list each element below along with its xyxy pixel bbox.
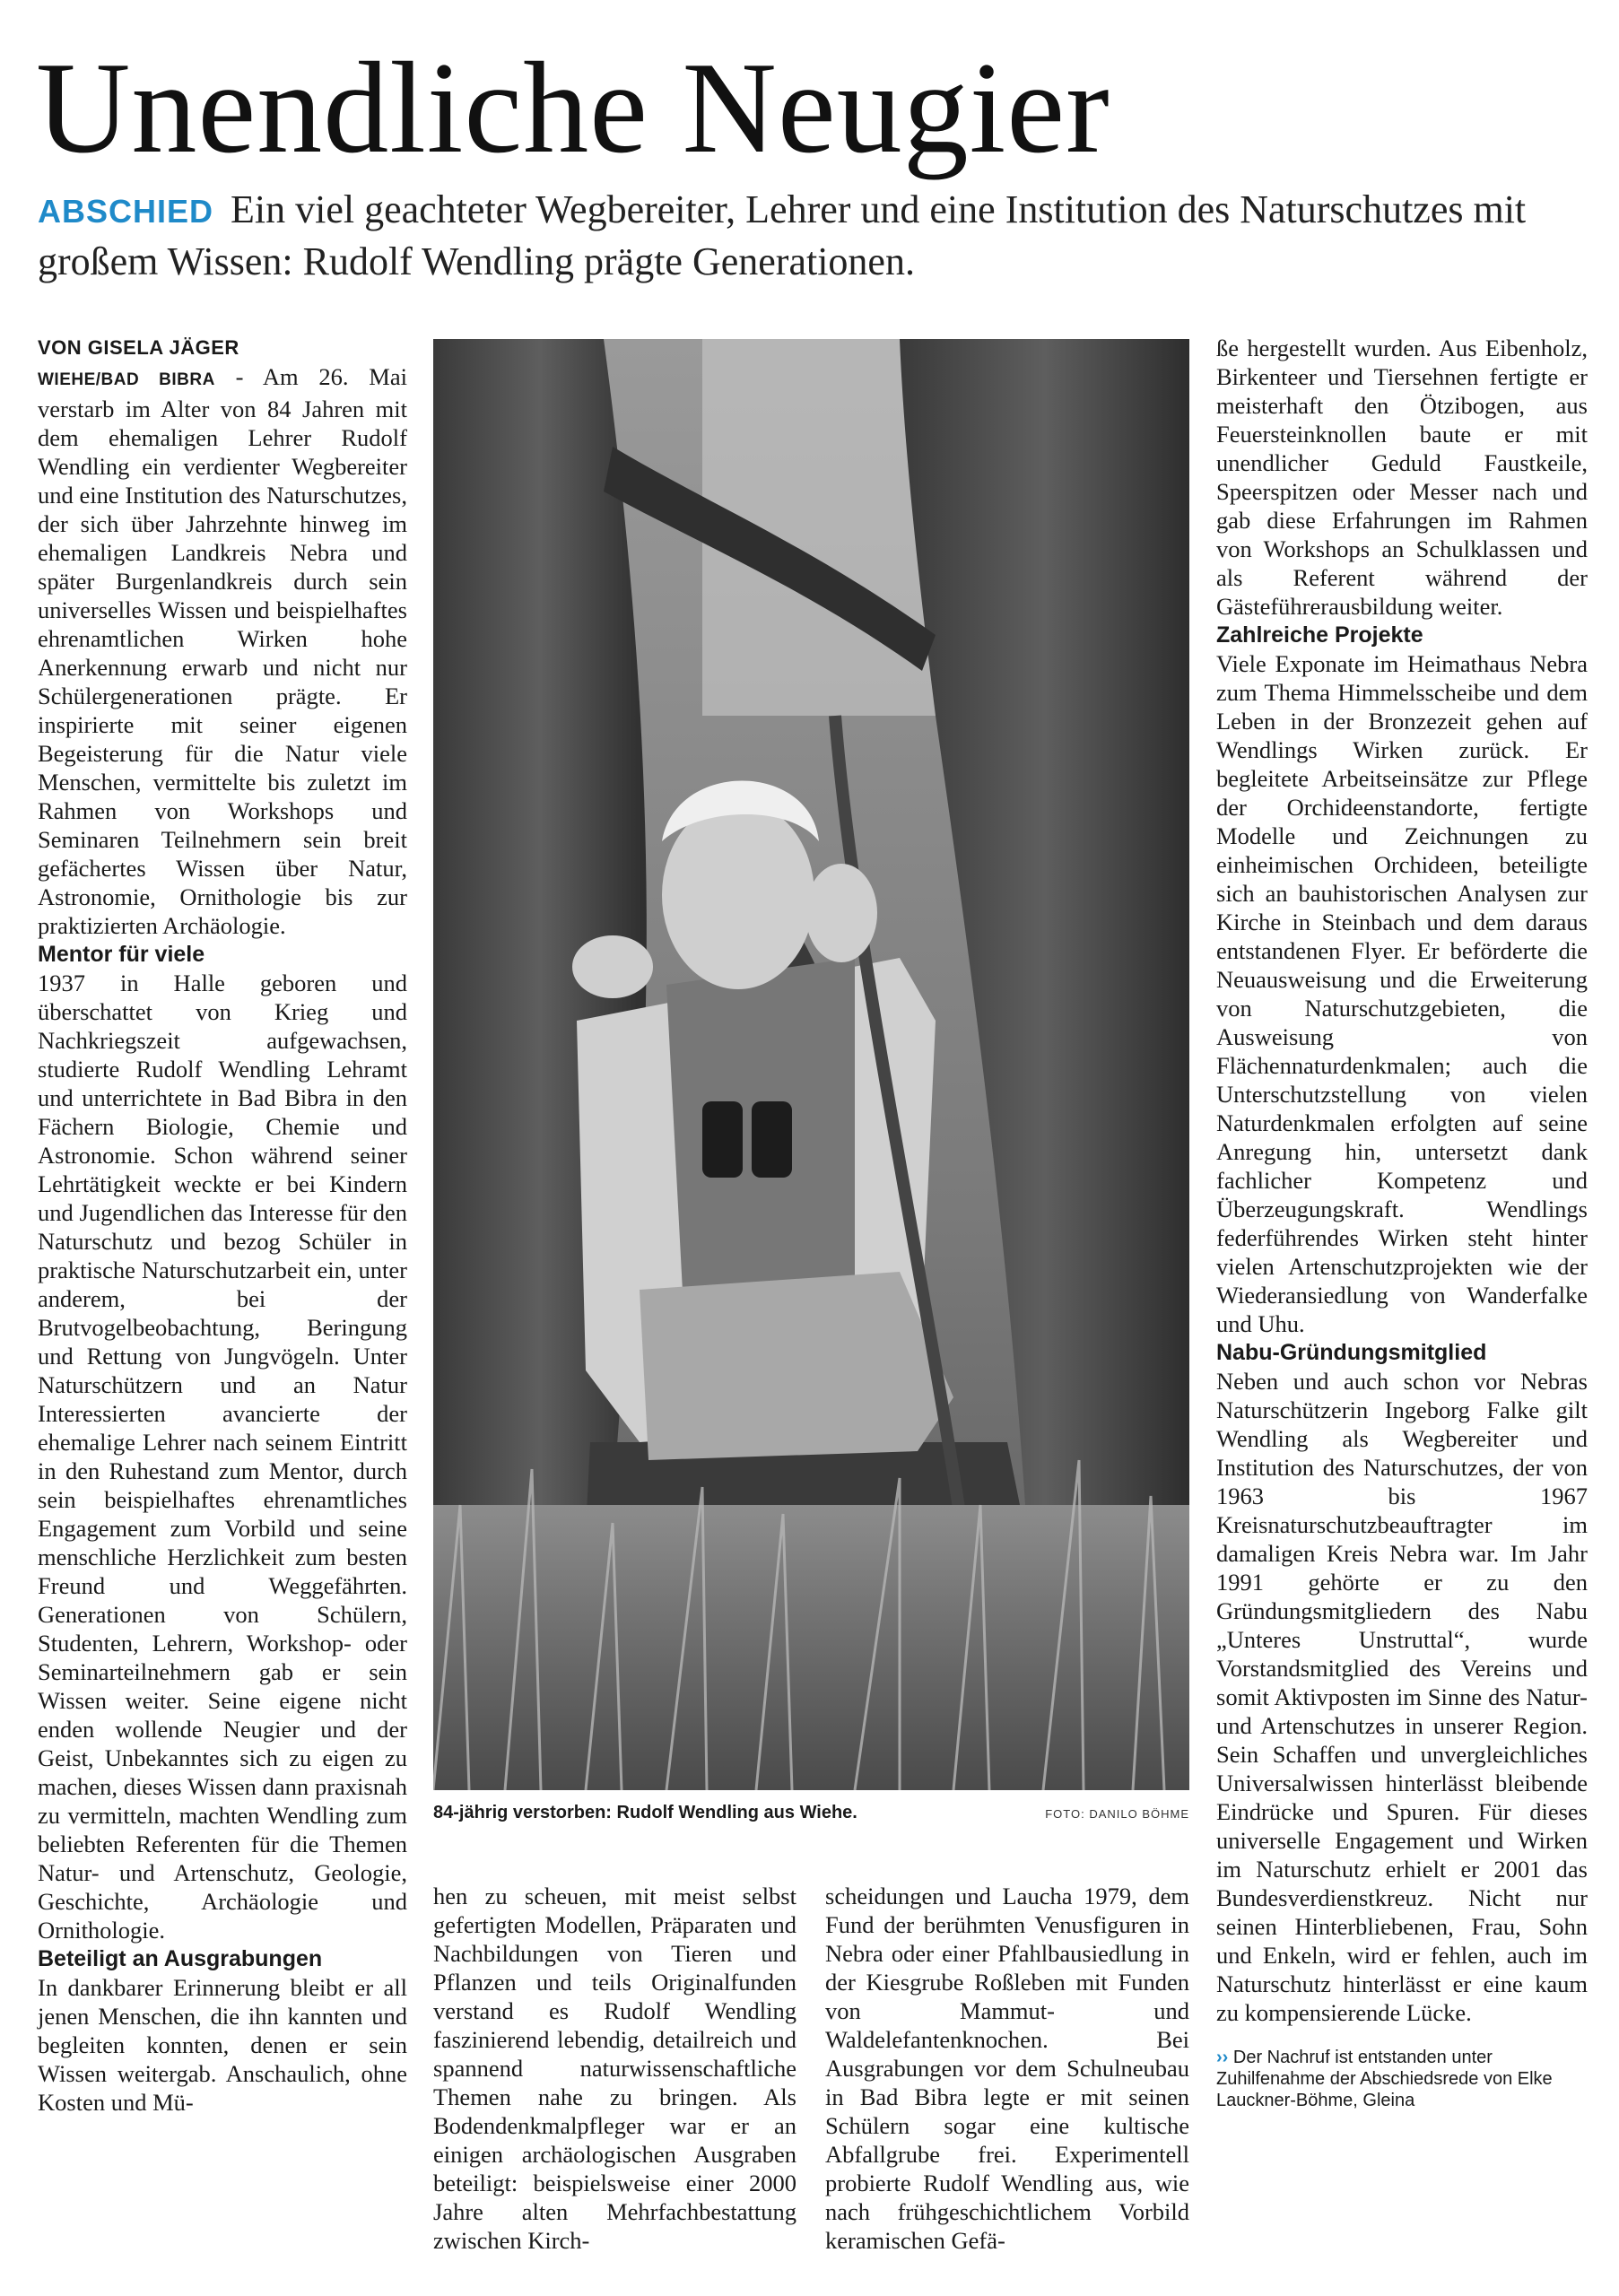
subheading-projekte: Zahlreiche Projekte [1216,622,1423,648]
subheading-nabu: Nabu-Gründungsmitglied [1216,1340,1487,1365]
photo-illustration [433,339,1189,1790]
paragraph-ausgrabungen: In dankbarer Erinnerung bleibt er all jenen Menschen, die ihn kannten und begleiten konnten, denen er sein Wissen weitergab. Anschaulich, ohne Kosten und Mü- [38,1974,407,2116]
article-column-1 [38,334,407,2117]
photo-credit: FOTO: DANILO BÖHME [1045,1807,1189,1821]
dateline: WIEHE/BAD BIBRA [38,370,215,389]
kicker: ABSCHIED [38,193,214,230]
note-arrow-icon: ›› [1216,2048,1229,2067]
paragraph-mentor: 1937 in Halle geboren und überschattet von Krieg und Nachkriegszeit aufgewachsen, studierte Rudolf Wendling Lehramt und unterrichtete in Bad Bibra in den Fächern Biologie, Chemie und Astronomie. Schon während seiner Lehrtätigkeit weckte er bei Kindern und Jugendlichen das Interesse für den Naturschutz und bezog Schüler in praktische Naturschutzarbeit ein, unter anderem, bei der Brutvogelbeobachtung, Beringung und Rettung von Jungvögeln. Unter Naturschützern und an Natur Interessierten avancierte der ehemalige Lehrer nach seinem Eintritt in den Ruhestand zum Mentor, durch sein beispielhaftes ehrenamtliches Engagement zum Vorbild und seine menschliche Herzlichkeit zum besten Freund und Weggefährten. Generationen von Schülern, Studenten, Lehrern, Workshop- oder Seminarteilnehmern gab er sein Wissen weiter. Seine eigene nicht enden wollende Neugier und der Geist, Unbekanntes sich zu eigen zu machen, dieses Wissen dann praxisnah zu vermitteln, machten Wendling zum beliebten Referenten für die Themen Natur- und Artenschutz, Geologie, Geschichte, Archäologie und Ornithologie. [38,970,407,1944]
headline: Unendliche Neugier [36,35,1110,180]
paragraph-col2: hen zu scheuen, mit meist selbst gefertigten Modellen, Präparaten und Nachbildungen von Tieren und Pflanzen und teils Originalfunden verstand es Rudolf Wendling faszinierend lebendig, detailreich und spannend naturwissenschaftliche Themen nahe zu bringen. Als Bodendenkmalpfleger war er an einigen archäologischen Ausgraben beteiligt: beispielsweise einer 2000 Jahre alten Mehrfachbestattung zwischen Kirch- [433,1883,796,2254]
subheadline-block [38,185,1580,287]
article-column-4 [1216,334,1588,2111]
intro-text: - Am 26. Mai verstarb im Alter von 84 Jahren mit dem ehemaligen Lehrer Rudolf Wendling ein verdienter Wegbereiter und eine Institution des Naturschutzes, der sich über Jahrzehnte hinweg im ehemaligen Landkreis Nebra und später Burgenlandkreis durch sein universelles Wissen und beispielhaftes ehrenamtlichen Wirken hohe Anerkennung erwarb und nicht nur Schülergenerationen prägte. Er inspirierte mit seiner eigenen Begeisterung für die Natur viele Menschen, vermittelte bis zuletzt im Rahmen von Workshops und Seminaren Teilnehmern sein breit gefächertes Wissen über Natur, Astronomie, Ornithologie bis zur praktizierten Archäologie. [38,363,407,939]
photo-caption: 84-jährig verstorben: Rudolf Wendling aus Wiehe. [433,1803,857,1822]
paragraph-col4-opening: ße hergestellt wurden. Aus Eibenholz, Birkenteer und Tiersehnen fertigte er meisterhaft den Ötzibogen, aus Feuersteinknollen baute er mit unendlicher Geduld Faustkeile, Speerspitzen oder Messer nach und gab diese Erfahrungen im Rahmen von Workshops an Schulklassen und als Referent während der Gästeführerausbildung weiter. [1216,335,1588,620]
byline: VON GISELA JÄGER [38,336,239,359]
paragraph-col3: scheidungen und Laucha 1979, dem Fund der berühmten Venusfiguren in Nebra oder einer Pfahlbausiedlung in der Kiesgrube Roßleben mit Funden von Mammut- und Waldelefantenknochen. Bei Ausgrabungen vor dem Schulneubau in Bad Bibra legte er mit seinen Schülern sogar eine kultische Abfallgrube frei. Experimentell probierte Rudolf Wendling aus, wie nach frühgeschichtlichem Vorbild keramischen Gefä- [825,1883,1189,2254]
article-column-2 [433,1882,796,2255]
subheadline: Ein viel geachteter Wegbereiter, Lehrer und eine Institution des Naturschutzes mit großem Wissen: Rudolf Wendling prägte Generationen. [38,187,1527,283]
subheading-ausgrabungen: Beteiligt an Ausgrabungen [38,1946,323,1971]
article-column-3 [825,1882,1189,2255]
subheading-mentor: Mentor für viele [38,942,205,967]
photo-caption-block [433,1801,1189,1824]
intro-paragraph [38,362,407,940]
paragraph-projekte: Viele Exponate im Heimathaus Nebra zum Thema Himmelsscheibe und dem Leben in der Bronzezeit gehen auf Wendlings Wirken zurück. Er begleitete Arbeitseinsätze zur Pflege der Orchideenstandorte, fertigte Modelle und Zeichnungen zu einheimischen Orchideen, beteiligte sich an bauhistorischen Analysen zur Kirche in Steinbach und dem daraus entstandenen Flyer. Er beförderte die Neuausweisung und die Erweiterung von Naturschutzgebieten, die Ausweisung von Flächennaturdenkmalen; auch die Unterschutzstellung von vielen Naturdenkmalen erfolgten auf seine Anregung hin, untersetzt dank fachlicher Kompetenz und Überzeugungskraft. Wendlings federführendes Wirken steht hinter vielen Artenschutzprojekten wie der Wiederansiedlung von Wanderfalke und Uhu. [1216,650,1588,1337]
portrait-photo [433,339,1189,1790]
paragraph-nabu: Neben und auch schon vor Nebras Naturschützerin Ingeborg Falke gilt Wendling als Wegbereiter und Institution des Naturschutzes, der von 1963 bis 1967 Kreisnaturschutzbeauftragter im damaligen Kreis Nebra war. Im Jahr 1991 gehörte er zu den Gründungsmitgliedern des Nabu „Unteres Unstruttal“, wurde Vorstandsmitglied des Vereins und somit Aktivposten im Sinne des Natur- und Artenschutzes in unserer Region. Sein Schaffen und unvergleichliches Universalwissen hinterlässt bleibende Eindrücke und Spuren. Für dieses universelle Engagement und Wirken im Naturschutz erhielt er 2001 das Bundesverdienstkreuz. Nicht nur seinen Hinterbliebenen, Frau, Sohn und Enkeln, wird er fehlen, auch im Naturschutz hinterlässt er eine kaum zu kompensierende Lücke. [1216,1368,1588,2026]
source-note-text: Der Nachruf ist entstanden unter Zuhilfenahme der Abschiedsrede von Elke Lauckner-Böhme, Gleina [1216,2048,1553,2110]
source-note [1216,2047,1588,2111]
